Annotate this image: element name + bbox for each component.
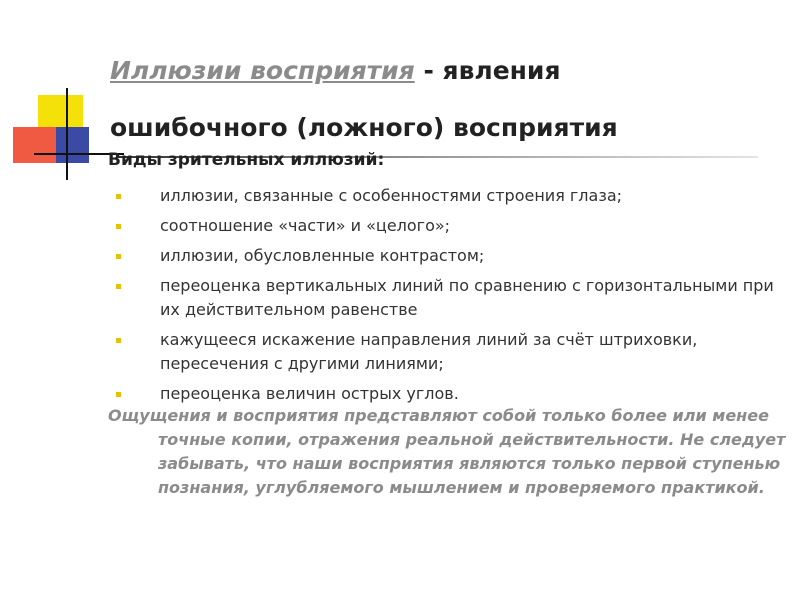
list-item-text: соотношение «части» и «целого»; — [160, 216, 451, 235]
decorative-blocks-logo — [0, 0, 120, 190]
list-item — [110, 328, 780, 376]
title-line-2: ошибочного (ложного) восприятия — [110, 113, 618, 142]
list-item-text: переоценка величин острых углов. — [160, 384, 459, 403]
list-item-text: кажущееся искажение направления линий за счёт штриховки, пересечения с другими линиями; — [160, 330, 698, 373]
bullet-list — [110, 184, 780, 412]
list-item-text: иллюзии, обусловленные контрастом; — [160, 246, 485, 265]
list-item — [110, 214, 780, 238]
list-item-text: иллюзии, связанные с особенностями строения глаза; — [160, 186, 623, 205]
blue-square — [56, 127, 89, 163]
vertical-line — [66, 88, 68, 180]
list-item — [110, 244, 780, 268]
title-highlight: Иллюзии восприятия — [110, 56, 415, 85]
slide-title — [110, 42, 770, 156]
subtitle: Виды зрительных иллюзий: — [108, 150, 385, 170]
bullet-icon — [116, 254, 121, 259]
yellow-square — [38, 95, 83, 130]
bullet-icon — [116, 392, 121, 397]
bullet-icon — [116, 224, 121, 229]
bullet-icon — [116, 194, 121, 199]
title-line-1 — [110, 42, 770, 99]
list-item — [110, 274, 780, 322]
list-item-text: переоценка вертикальных линий по сравнению с горизонтальными при их действительном равенстве — [160, 276, 774, 319]
conclusion-note: Ощущения и восприятия представляют собой только более или менее точные копии, отражения реальной действительности. Не следует забывать, что наши восприятия являются только первой ступенью познания, углубляемого мышлением и проверяемого практикой. — [108, 406, 786, 497]
bullet-icon — [116, 338, 121, 343]
bullet-icon — [116, 284, 121, 289]
list-item — [110, 382, 780, 406]
red-square — [13, 127, 56, 163]
list-item — [110, 184, 780, 208]
title-line-1-rest: - явления — [414, 56, 561, 85]
